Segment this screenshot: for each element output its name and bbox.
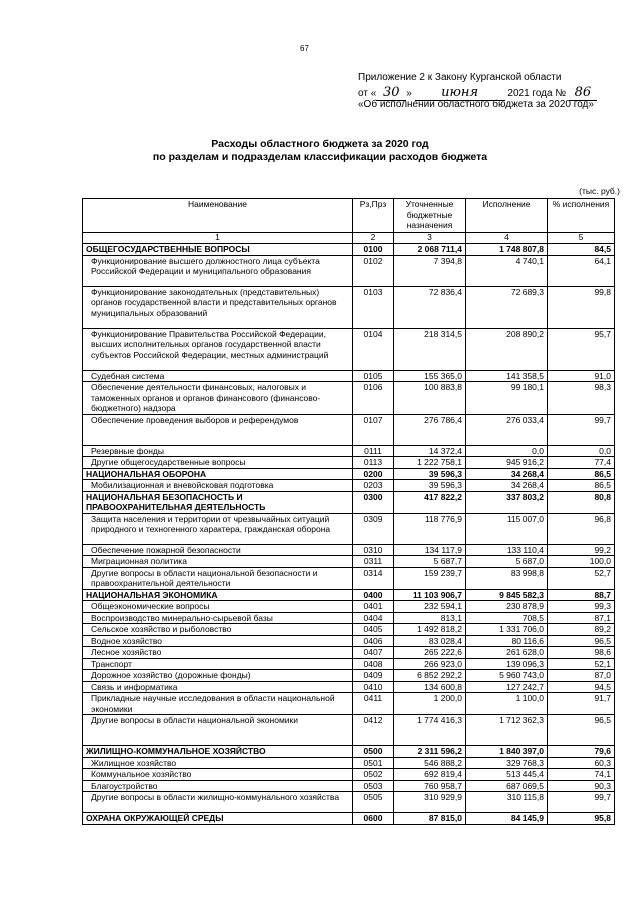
row-exec: 1 840 397,0 [466,746,548,758]
row-budget: 276 786,4 [394,414,466,445]
row-exec: 945 916,2 [466,457,548,469]
row-pct: 86,5 [548,468,615,480]
table-row [83,480,615,492]
row-exec: 141 358,5 [466,370,548,382]
row-code: 0503 [353,780,394,792]
row-code: 0200 [353,468,394,480]
row-pct: 96,8 [548,513,615,544]
row-exec: 0,0 [466,445,548,457]
row-code: 0102 [353,255,394,286]
row-pct: 98,3 [548,382,615,415]
row-pct: 77,4 [548,457,615,469]
row-pct: 95,8 [548,813,615,825]
row-pct: 98,6 [548,647,615,659]
row-pct: 74,1 [548,769,615,781]
col-header-pct: % исполнения [548,199,615,233]
row-name: Воспроизводство минерально-сырьевой базы [83,612,353,624]
row-code: 0103 [353,286,394,328]
row-name: НАЦИОНАЛЬНАЯ ОБОРОНА [83,468,353,480]
table-row [83,612,615,624]
row-budget: 760 958,7 [394,780,466,792]
row-code: 0111 [353,445,394,457]
row-code: 0300 [353,491,394,513]
row-pct: 100,0 [548,556,615,568]
row-name: Транспорт [83,658,353,670]
row-code: 0412 [353,715,394,746]
row-code: 0505 [353,792,394,813]
row-pct: 64,1 [548,255,615,286]
row-exec: 115 007,0 [466,513,548,544]
handwritten-month: июня [415,85,505,101]
row-budget: 1 222 758,1 [394,457,466,469]
col-num: 1 [83,233,353,244]
row-code: 0500 [353,746,394,758]
row-code: 0104 [353,328,394,370]
units-label: (тыс. руб.) [579,186,620,196]
year-text: 2021 года № [507,88,567,99]
row-code: 0314 [353,567,394,589]
row-exec: 4 740,1 [466,255,548,286]
law-title-line: «Об исполнении областного бюджета за 2020 год» [358,99,594,110]
row-budget: 266 923,0 [394,658,466,670]
row-name: Защита населения и территории от чрезвычайных ситуаций природного и техногенного характера, гражданская оборона [83,513,353,544]
row-exec: 34 268,4 [466,468,548,480]
row-budget: 1 200,0 [394,693,466,715]
col-num: 3 [394,233,466,244]
row-code: 0502 [353,769,394,781]
handwritten-day: 30 [376,85,406,101]
row-code: 0405 [353,624,394,636]
row-budget: 1 492 818,2 [394,624,466,636]
row-name: Функционирование законодательных (представительных) органов государственной власти и представительных органов муниципальных образований [83,286,353,328]
row-budget: 6 852 292,2 [394,670,466,682]
row-pct: 87,0 [548,670,615,682]
row-pct: 96,5 [548,715,615,746]
row-budget: 11 103 906,7 [394,589,466,601]
table-row [83,457,615,469]
table-row [83,670,615,682]
table-row [83,792,615,813]
row-name: НАЦИОНАЛЬНАЯ БЕЗОПАСНОСТЬ И ПРАВООХРАНИТЕЛЬНАЯ ДЕЯТЕЛЬНОСТЬ [83,491,353,513]
row-code: 0410 [353,681,394,693]
table-row [83,556,615,568]
row-exec: 513 445,4 [466,769,548,781]
row-name: Другие вопросы в области жилищно-коммунального хозяйства [83,792,353,813]
row-budget: 134 600,8 [394,681,466,693]
table-row [83,567,615,589]
row-exec: 9 845 582,3 [466,589,548,601]
row-pct: 79,6 [548,746,615,758]
table-row [83,445,615,457]
col-num: 2 [353,233,394,244]
row-budget: 218 314,5 [394,328,466,370]
row-budget: 83 028,4 [394,635,466,647]
row-pct: 80,8 [548,491,615,513]
row-pct: 99,8 [548,286,615,328]
row-name: Водное хозяйство [83,635,353,647]
table-row [83,328,615,370]
row-exec: 84 145,9 [466,813,548,825]
row-pct: 99,7 [548,792,615,813]
row-name: Функционирование высшего должностного лица субъекта Российской Федерации и муниципального образования [83,255,353,286]
row-exec: 133 110,4 [466,544,548,556]
row-pct: 60,3 [548,757,615,769]
row-name: Обеспечение пожарной безопасности [83,544,353,556]
row-budget: 265 222,6 [394,647,466,659]
row-name: Другие общегосударственные вопросы [83,457,353,469]
row-code: 0600 [353,813,394,825]
col-header-code: Рз,Прз [353,199,394,233]
row-budget: 39 596,3 [394,468,466,480]
table-row [83,693,615,715]
table-row [83,601,615,613]
row-code: 0401 [353,601,394,613]
row-pct: 91,0 [548,370,615,382]
row-exec: 80 116,6 [466,635,548,647]
table-row [83,513,615,544]
row-name: Связь и информатика [83,681,353,693]
table-row [83,589,615,601]
doc-subtitle: по разделам и подразделам классификации расходов бюджета [152,151,488,163]
row-pct: 94,5 [548,681,615,693]
table-row [83,255,615,286]
row-exec: 139 096,3 [466,658,548,670]
appendix-line: Приложение 2 к Закону Курганской области [358,72,562,83]
row-name: Жилищное хозяйство [83,757,353,769]
col-header-name: Наименование [83,199,353,233]
row-pct: 91,7 [548,693,615,715]
row-exec: 5 960 743,0 [466,670,548,682]
row-code: 0404 [353,612,394,624]
table-row [83,715,615,746]
row-exec: 310 115,8 [466,792,548,813]
row-budget: 417 822,2 [394,491,466,513]
row-exec: 1 712 362,3 [466,715,548,746]
table-row [83,624,615,636]
table-row [83,370,615,382]
row-pct: 0,0 [548,445,615,457]
row-code: 0310 [353,544,394,556]
row-exec: 208 890,2 [466,328,548,370]
row-exec: 34 268,4 [466,480,548,492]
row-name: Обеспечение проведения выборов и референдумов [83,414,353,445]
row-code: 0100 [353,244,394,256]
row-exec: 99 180,1 [466,382,548,415]
page-number: 67 [300,44,309,53]
row-exec: 337 803,2 [466,491,548,513]
row-code: 0309 [353,513,394,544]
row-name: Лесное хозяйство [83,647,353,659]
doc-title: Расходы областного бюджета за 2020 год [211,138,429,150]
row-budget: 1 774 416,3 [394,715,466,746]
table-row [83,757,615,769]
row-code: 0411 [353,693,394,715]
row-pct: 88,7 [548,589,615,601]
row-name: Дорожное хозяйство (дорожные фонды) [83,670,353,682]
table-row [83,382,615,415]
col-num: 5 [548,233,615,244]
row-name: Другие вопросы в области национальной безопасности и правоохранительной деятельности [83,567,353,589]
row-name: Прикладные научные исследования в области национальной экономики [83,693,353,715]
row-name: Миграционная политика [83,556,353,568]
row-budget: 310 929,9 [394,792,466,813]
row-code: 0113 [353,457,394,469]
row-budget: 159 239,7 [394,567,466,589]
row-budget: 2 068 711,4 [394,244,466,256]
row-code: 0407 [353,647,394,659]
row-code: 0105 [353,370,394,382]
row-code: 0406 [353,635,394,647]
row-pct: 87,1 [548,612,615,624]
table-row [83,414,615,445]
row-exec: 708,5 [466,612,548,624]
row-name: Судебная система [83,370,353,382]
row-code: 0501 [353,757,394,769]
row-name: Обеспечение деятельности финансовых, налоговых и таможенных органов и органов финансового (финансово-бюджетного) надзора [83,382,353,415]
row-name: ОБЩЕГОСУДАРСТВЕННЫЕ ВОПРОСЫ [83,244,353,256]
row-pct: 99,7 [548,414,615,445]
table-row [83,681,615,693]
row-pct: 86,5 [548,480,615,492]
row-code: 0203 [353,480,394,492]
column-number-row [83,233,615,244]
row-pct: 90,3 [548,780,615,792]
table-row [83,635,615,647]
row-budget: 72 836,4 [394,286,466,328]
table-row [83,244,615,256]
row-exec: 261 628,0 [466,647,548,659]
col-header-exec: Исполнение [466,199,548,233]
table-row [83,813,615,825]
row-budget: 546 888,2 [394,757,466,769]
row-exec: 83 998,8 [466,567,548,589]
row-budget: 100 883,8 [394,382,466,415]
row-budget: 232 594,1 [394,601,466,613]
row-budget: 5 687,7 [394,556,466,568]
row-name: Другие вопросы в области национальной экономики [83,715,353,746]
row-code: 0311 [353,556,394,568]
row-pct: 84,5 [548,244,615,256]
row-name: НАЦИОНАЛЬНАЯ ЭКОНОМИКА [83,589,353,601]
row-name: Резервные фонды [83,445,353,457]
row-code: 0400 [353,589,394,601]
row-pct: 99,3 [548,601,615,613]
row-budget: 813,1 [394,612,466,624]
row-code: 0408 [353,658,394,670]
handwritten-number: 86 [569,85,597,101]
row-name: Коммунальное хозяйство [83,769,353,781]
row-pct: 52,7 [548,567,615,589]
table-row [83,780,615,792]
row-budget: 7 394,8 [394,255,466,286]
row-exec: 5 687,0 [466,556,548,568]
table-row [83,769,615,781]
row-code: 0107 [353,414,394,445]
row-exec: 329 768,3 [466,757,548,769]
row-name: Общеэкономические вопросы [83,601,353,613]
row-budget: 134 117,9 [394,544,466,556]
row-name: ОХРАНА ОКРУЖАЮЩЕЙ СРЕДЫ [83,813,353,825]
table-row [83,544,615,556]
row-exec: 1 748 807,8 [466,244,548,256]
row-name: Мобилизационная и вневойсковая подготовка [83,480,353,492]
row-exec: 127 242,7 [466,681,548,693]
col-num: 4 [466,233,548,244]
row-code: 0106 [353,382,394,415]
row-pct: 52,1 [548,658,615,670]
row-exec: 230 878,9 [466,601,548,613]
row-name: Сельское хозяйство и рыболовство [83,624,353,636]
row-budget: 2 311 596,2 [394,746,466,758]
row-budget: 692 819,4 [394,769,466,781]
row-pct: 96,5 [548,635,615,647]
row-pct: 99,2 [548,544,615,556]
row-budget: 14 372,4 [394,445,466,457]
table-row [83,647,615,659]
col-header-budget: Уточненные бюджетные назначения [394,199,466,233]
row-pct: 95,7 [548,328,615,370]
row-exec: 276 033,4 [466,414,548,445]
row-name: ЖИЛИЩНО-КОММУНАЛЬНОЕ ХОЗЯЙСТВО [83,746,353,758]
row-exec: 72 689,3 [466,286,548,328]
table-row [83,468,615,480]
row-exec: 687 069,5 [466,780,548,792]
table-row [83,746,615,758]
date-prefix: от « [358,88,377,99]
table-row [83,658,615,670]
row-exec: 1 331 706,0 [466,624,548,636]
row-exec: 1 100,0 [466,693,548,715]
row-name: Функционирование Правительства Российской Федерации, высших исполнительных органов государственной власти субъектов Российской Федерации, местных администраций [83,328,353,370]
table-body [83,244,615,825]
table-row [83,491,615,513]
row-code: 0409 [353,670,394,682]
row-budget: 87 815,0 [394,813,466,825]
row-budget: 39 596,3 [394,480,466,492]
expenses-table [82,198,615,825]
row-budget: 155 365,0 [394,370,466,382]
date-mid: » [406,88,412,99]
row-pct: 89,2 [548,624,615,636]
table-header-row [83,199,615,233]
row-name: Благоустройство [83,780,353,792]
row-budget: 118 776,9 [394,513,466,544]
table-row [83,286,615,328]
